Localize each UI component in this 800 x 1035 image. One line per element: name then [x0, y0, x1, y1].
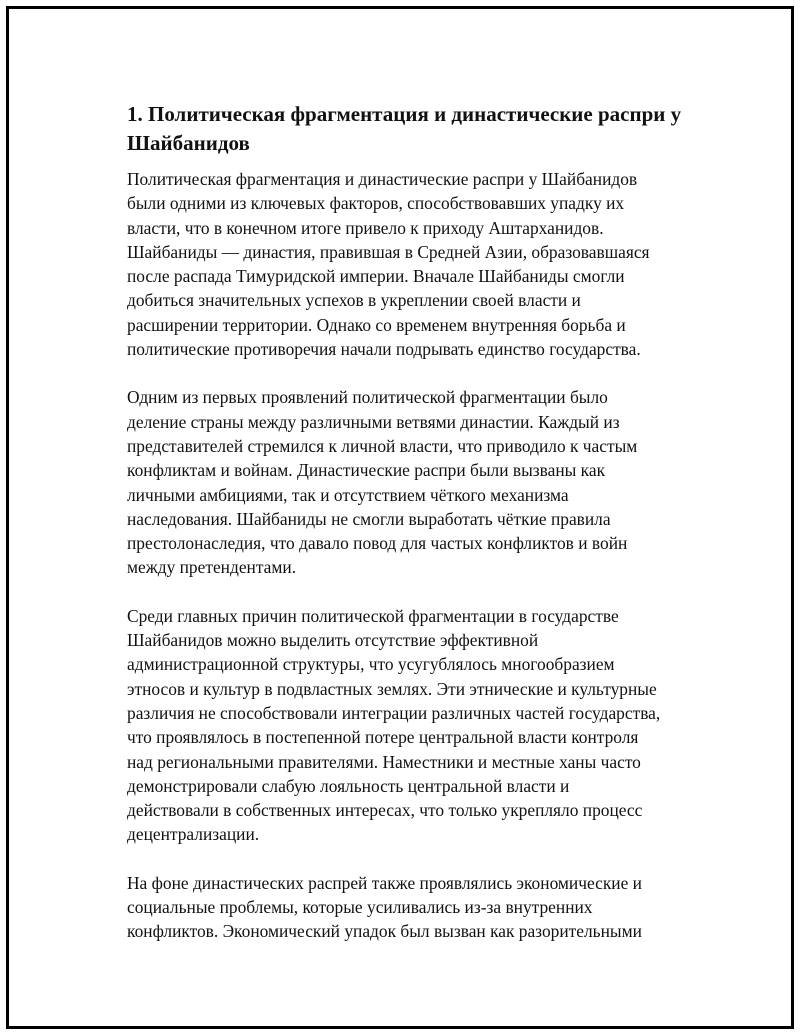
text-line: добиться значительных успехов в укреплении своей власти и [127, 290, 581, 311]
text-line: социальные проблемы, которые усиливались из-за внутренних [127, 897, 593, 918]
text-line: представителей стремился к личной власти, что приводило к частым [127, 435, 638, 456]
text-line: демонстрировали слабую лояльность центральной власти и [127, 775, 570, 796]
text-line: администрационной структуры, что усугублялось многообразием [127, 654, 615, 675]
text-line: На фоне династических распрей также проявлялись экономические и [127, 872, 642, 893]
text-line: Политическая фрагментация и династические распри у Шайбанидов [127, 169, 638, 189]
text-line: действовали в собственных интересах, что только укрепляло процесс [127, 800, 643, 821]
text-line: этносов и культур в подвластных землях. Эти этнические и культурные [127, 678, 657, 699]
text-line: конфликтам и войнам. Династические распри были вызваны как [127, 460, 606, 481]
text-line: после распада Тимуридской империи. Вначале Шайбаниды смогли [127, 266, 625, 287]
text-line: децентрализации. [127, 824, 260, 845]
text-line: конфликтов. Экономический упадок был вызван как разорительными [127, 921, 642, 942]
page-frame [6, 6, 794, 1029]
text-line: Шайбаниды — династия, правившая в Средней Азии, образовавшаяся [127, 241, 650, 262]
text-line: различия не способствовали интеграции различных частей государства, [127, 702, 661, 723]
text-line: расширении территории. Однако со временем внутренняя борьба и [127, 314, 626, 335]
text-line: Среди главных причин политической фрагментации в государстве [127, 605, 619, 626]
section-heading [127, 100, 707, 158]
document-body [127, 100, 707, 968]
text-line: личными амбициями, так и отсутствием чёткого механизма [127, 484, 569, 505]
text-line: Одним из первых проявлений политической фрагментации было [127, 387, 608, 408]
heading-line: Шайбанидов [127, 131, 250, 155]
paragraph-4 [127, 871, 707, 944]
text-line: над региональными правителями. Наместники и местные ханы часто [127, 751, 641, 772]
text-line: были одними из ключевых факторов, способствовавших упадку их [127, 193, 625, 214]
text-line: власти, что в конечном итоге привело к приходу Аштарханидов. [127, 217, 604, 238]
text-line: наследования. Шайбаниды не смогли выработать чёткие правила [127, 508, 611, 529]
heading-line: 1. Политическая фрагментация и династические распри у [127, 102, 682, 126]
paragraph-3 [127, 604, 707, 847]
text-line: престолонаследия, что давало повод для частых конфликтов и войн [127, 533, 628, 554]
text-line: политические противоречия начали подрывать единство государства. [127, 339, 641, 360]
text-line: деление страны между различными ветвями династии. Каждый из [127, 411, 620, 432]
text-line: Шайбанидов можно выделить отсутствие эффективной [127, 630, 539, 651]
paragraph-2 [127, 385, 707, 579]
paragraph-1 [127, 167, 707, 361]
text-line: что проявлялось в постепенной потере центральной власти контроля [127, 727, 639, 748]
text-line: между претендентами. [127, 557, 297, 578]
